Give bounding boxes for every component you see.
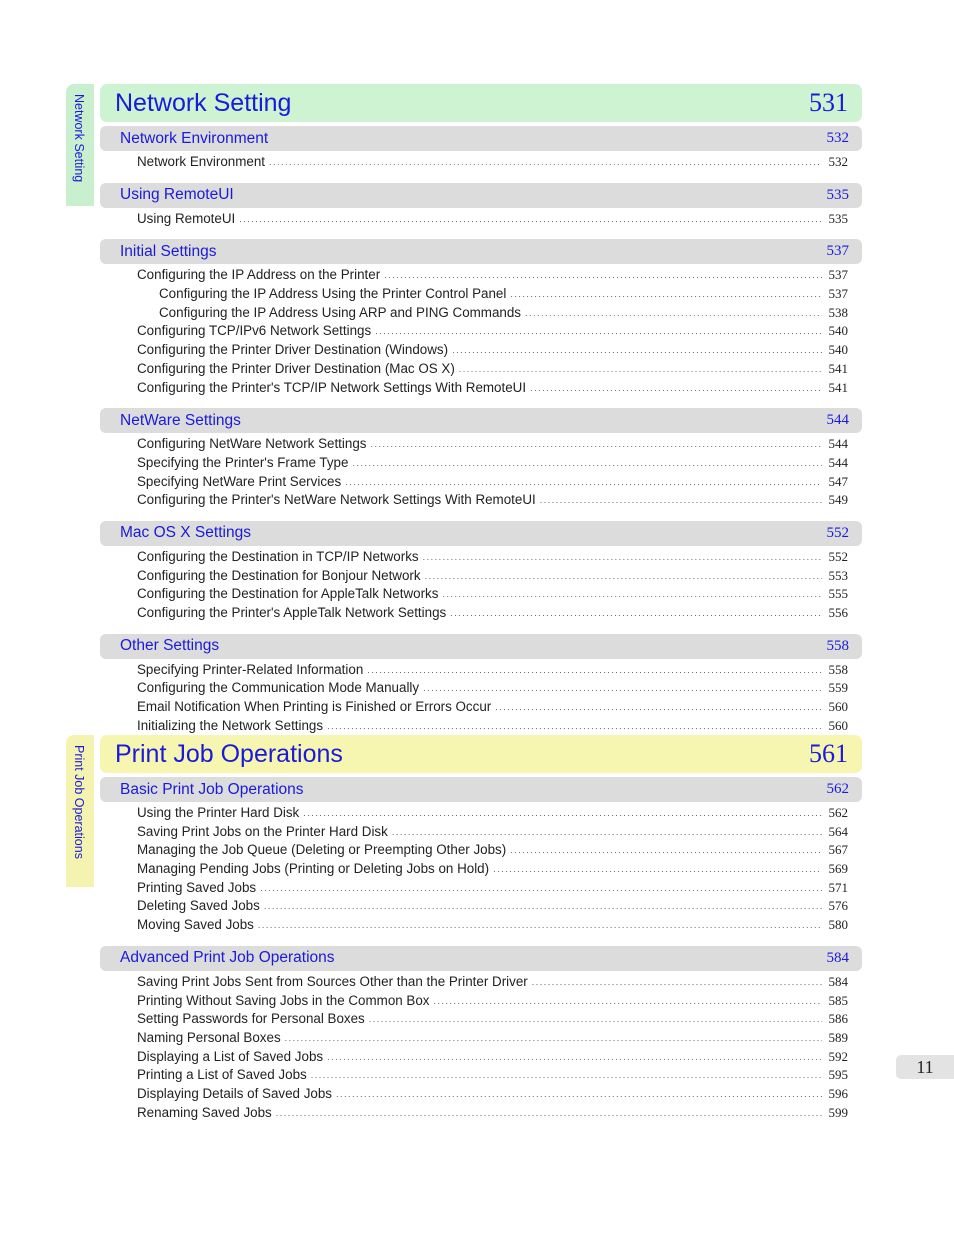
section-page-number: 558 — [826, 637, 849, 654]
entry-page-number: 541 — [828, 360, 848, 376]
toc-entry[interactable] — [100, 474, 862, 493]
toc-entry[interactable] — [100, 286, 862, 305]
section-page-number: 552 — [826, 524, 849, 541]
section-title: Other Settings — [120, 637, 220, 655]
toc-entry[interactable] — [100, 1030, 862, 1049]
entry-page-number: 541 — [828, 379, 848, 395]
section-heading[interactable] — [100, 634, 862, 659]
entry-title: Using the Printer Hard Disk — [137, 805, 300, 820]
dot-leader — [384, 270, 822, 280]
dot-leader — [303, 808, 822, 818]
toc-entry[interactable] — [100, 1011, 862, 1030]
chapter-heading[interactable] — [100, 735, 862, 773]
toc-section — [100, 408, 862, 511]
entry-title: Configuring NetWare Network Settings — [137, 436, 367, 452]
entry-title: Configuring the IP Address Using the Printer Control Panel — [159, 286, 507, 302]
entry-title: Configuring the Printer's TCP/IP Network Settings With RemoteUI — [137, 379, 527, 395]
page-number: 11 — [896, 1055, 954, 1079]
entry-title: Printing Saved Jobs — [137, 879, 257, 895]
section-page-number: 535 — [826, 186, 849, 203]
toc-entry[interactable] — [100, 842, 862, 861]
entry-page-number: 599 — [828, 1104, 848, 1120]
toc-entry[interactable] — [100, 718, 862, 737]
dot-leader — [425, 571, 822, 581]
section-title: NetWare Settings — [120, 411, 241, 429]
toc-section — [100, 183, 862, 230]
entry-page-number: 549 — [828, 492, 848, 508]
dot-leader — [258, 920, 822, 930]
side-tab-network-setting[interactable] — [66, 84, 94, 206]
dot-leader — [525, 308, 822, 318]
chapter-title: Network Setting — [115, 88, 292, 117]
entry-title: Using RemoteUI — [137, 210, 236, 226]
dot-leader — [530, 383, 822, 393]
toc-entry[interactable] — [100, 568, 862, 587]
entry-page-number: 547 — [828, 473, 848, 489]
section-title: Network Environment — [120, 129, 269, 147]
dot-leader — [336, 1089, 822, 1099]
toc-entry[interactable] — [100, 1067, 862, 1086]
toc-entry[interactable] — [100, 154, 862, 173]
side-tab-label: Network Setting — [72, 94, 86, 183]
entry-page-number: 580 — [828, 917, 848, 933]
toc-entry[interactable] — [100, 993, 862, 1012]
dot-leader — [345, 477, 822, 487]
dot-leader — [369, 1014, 822, 1024]
dot-leader — [434, 996, 822, 1006]
chapter-title: Print Job Operations — [115, 739, 343, 768]
entry-title: Displaying Details of Saved Jobs — [137, 1085, 333, 1101]
entry-page-number: 558 — [828, 661, 848, 677]
entry-page-number: 589 — [828, 1029, 848, 1045]
entry-title: Specifying the Printer's Frame Type — [137, 454, 349, 470]
toc-entry[interactable] — [100, 1049, 862, 1068]
entry-page-number: 553 — [828, 567, 848, 583]
dot-leader — [327, 1052, 822, 1062]
entry-page-number: 537 — [828, 267, 848, 283]
dot-leader — [285, 1033, 822, 1043]
dot-leader — [452, 345, 822, 355]
toc-entry[interactable] — [100, 492, 862, 511]
toc-entry[interactable] — [100, 436, 862, 455]
chapter-print-job-operations — [100, 735, 862, 1133]
dot-leader — [276, 1108, 822, 1118]
chapter-heading[interactable] — [100, 84, 862, 122]
dot-leader — [493, 864, 822, 874]
entry-page-number: 555 — [828, 586, 848, 602]
section-title: Mac OS X Settings — [120, 524, 251, 542]
toc-entry[interactable] — [100, 305, 862, 324]
entry-title: Specifying NetWare Print Services — [137, 473, 342, 489]
section-heading[interactable] — [100, 521, 862, 546]
entry-page-number: 552 — [828, 548, 848, 564]
entry-title: Configuring TCP/IPv6 Network Settings — [137, 323, 372, 339]
toc-section — [100, 777, 862, 936]
section-heading[interactable] — [100, 946, 862, 971]
entry-page-number: 584 — [828, 973, 848, 989]
toc-entry[interactable] — [100, 605, 862, 624]
chapter-page-number: 561 — [809, 739, 848, 768]
dot-leader — [450, 608, 822, 618]
section-page-number: 537 — [826, 243, 849, 260]
dot-leader — [442, 589, 822, 599]
entry-page-number: 544 — [828, 454, 848, 470]
dot-leader — [260, 883, 822, 893]
section-heading[interactable] — [100, 126, 862, 151]
toc-entry[interactable] — [100, 662, 862, 681]
dot-leader — [532, 977, 822, 987]
entry-page-number: 540 — [828, 323, 848, 339]
entry-page-number: 556 — [828, 605, 848, 620]
entry-title: Managing Pending Jobs (Printing or Deleting Jobs on Hold) — [137, 861, 490, 877]
entry-page-number: 537 — [828, 286, 848, 302]
section-page-number: 562 — [826, 781, 849, 797]
dot-leader — [269, 157, 822, 167]
entry-page-number: 560 — [828, 717, 848, 733]
toc-entry[interactable] — [100, 824, 862, 843]
toc-section — [100, 239, 862, 398]
section-heading[interactable] — [100, 239, 862, 264]
side-tab-print-job-operations[interactable] — [66, 735, 94, 887]
toc-entry[interactable] — [100, 880, 862, 899]
dot-leader — [370, 439, 822, 449]
entry-title: Printing a List of Saved Jobs — [137, 1067, 307, 1083]
entry-page-number: 535 — [828, 210, 848, 226]
entry-title: Naming Personal Boxes — [137, 1029, 281, 1045]
toc-entry[interactable] — [100, 211, 862, 230]
chapter-network-setting — [100, 84, 862, 746]
toc-entry[interactable] — [100, 323, 862, 342]
dot-leader — [510, 845, 822, 855]
entry-page-number: 595 — [828, 1067, 848, 1083]
entry-title: Configuring the Communication Mode Manually — [137, 680, 420, 696]
dot-leader — [459, 364, 822, 374]
toc-section — [100, 634, 862, 737]
toc-entry[interactable] — [100, 1105, 862, 1124]
toc-section — [100, 946, 862, 1124]
dot-leader — [423, 552, 822, 562]
section-page-number: 532 — [826, 130, 849, 146]
section-page-number: 544 — [826, 412, 849, 429]
toc-entry[interactable] — [100, 699, 862, 718]
dot-leader — [311, 1070, 822, 1080]
entry-title: Configuring the Printer Driver Destination (Mac OS X) — [137, 360, 455, 376]
entry-page-number: 540 — [828, 342, 848, 358]
dot-leader — [510, 289, 822, 299]
entry-title: Configuring the Printer's AppleTalk Network Settings — [137, 605, 447, 620]
entry-title: Specifying Printer-Related Information — [137, 661, 364, 677]
section-title: Basic Print Job Operations — [120, 780, 304, 798]
toc-entry[interactable] — [100, 267, 862, 286]
entry-title: Printing Without Saving Jobs in the Common Box — [137, 992, 430, 1008]
dot-leader — [327, 721, 822, 731]
side-tab-label: Print Job Operations — [72, 745, 86, 859]
entry-title: Configuring the Printer's NetWare Network Settings With RemoteUI — [137, 492, 536, 508]
toc-entry[interactable] — [100, 361, 862, 380]
dot-leader — [352, 458, 822, 468]
dot-leader — [540, 495, 822, 505]
chapter-page-number: 531 — [809, 88, 848, 117]
entry-page-number: 571 — [828, 879, 848, 895]
entry-title: Configuring the IP Address on the Printer — [137, 267, 381, 283]
toc-entry[interactable] — [100, 898, 862, 917]
section-heading[interactable] — [100, 408, 862, 433]
section-title: Initial Settings — [120, 242, 217, 260]
entry-title: Network Environment — [137, 154, 266, 169]
entry-title: Saving Print Jobs on the Printer Hard Disk — [137, 823, 388, 839]
entry-page-number: 586 — [828, 1011, 848, 1027]
dot-leader — [392, 827, 822, 837]
section-page-number: 584 — [826, 949, 849, 966]
toc-entry[interactable] — [100, 342, 862, 361]
entry-title: Configuring the Destination for Bonjour Network — [137, 567, 421, 583]
entry-page-number: 560 — [828, 699, 848, 715]
entry-page-number: 585 — [828, 992, 848, 1008]
dot-leader — [264, 901, 822, 911]
entry-page-number: 592 — [828, 1048, 848, 1064]
entry-page-number: 569 — [828, 861, 848, 877]
entry-title: Managing the Job Queue (Deleting or Preempting Other Jobs) — [137, 842, 507, 858]
dot-leader — [423, 683, 822, 693]
toc-entry[interactable] — [100, 380, 862, 399]
toc-entry[interactable] — [100, 586, 862, 605]
toc-section — [100, 521, 862, 624]
dot-leader — [239, 214, 822, 224]
entry-title: Displaying a List of Saved Jobs — [137, 1048, 324, 1064]
section-heading[interactable] — [100, 777, 862, 802]
entry-title: Configuring the Destination for AppleTalk Networks — [137, 586, 439, 602]
toc-section — [100, 126, 862, 173]
toc-entry[interactable] — [100, 861, 862, 880]
entry-page-number: 559 — [828, 680, 848, 696]
section-title: Advanced Print Job Operations — [120, 949, 335, 967]
toc-entry[interactable] — [100, 805, 862, 824]
entry-title: Configuring the Destination in TCP/IP Networks — [137, 548, 419, 564]
entry-page-number: 562 — [828, 805, 848, 820]
entry-page-number: 576 — [828, 898, 848, 914]
entry-page-number: 564 — [828, 823, 848, 839]
entry-page-number: 596 — [828, 1085, 848, 1101]
section-title: Using RemoteUI — [120, 186, 234, 204]
entry-page-number: 544 — [828, 436, 848, 452]
entry-page-number: 538 — [828, 304, 848, 320]
entry-title: Setting Passwords for Personal Boxes — [137, 1011, 365, 1027]
entry-title: Saving Print Jobs Sent from Sources Other than the Printer Driver — [137, 973, 528, 989]
dot-leader — [367, 665, 822, 675]
toc-entry[interactable] — [100, 455, 862, 474]
toc-entry[interactable] — [100, 549, 862, 568]
toc-entry[interactable] — [100, 680, 862, 699]
toc-entry[interactable] — [100, 917, 862, 936]
entry-title: Email Notification When Printing is Finished or Errors Occur — [137, 699, 492, 715]
entry-page-number: 567 — [828, 842, 848, 858]
toc-entry[interactable] — [100, 1086, 862, 1105]
entry-title: Configuring the IP Address Using ARP and PING Commands — [159, 304, 521, 320]
entry-title: Renaming Saved Jobs — [137, 1104, 272, 1120]
dot-leader — [495, 702, 822, 712]
section-heading[interactable] — [100, 183, 862, 208]
entry-title: Moving Saved Jobs — [137, 917, 254, 933]
entry-title: Deleting Saved Jobs — [137, 898, 260, 914]
entry-title: Initializing the Network Settings — [137, 717, 324, 733]
dot-leader — [375, 326, 822, 336]
entry-page-number: 532 — [828, 154, 848, 169]
toc-entry[interactable] — [100, 974, 862, 993]
entry-title: Configuring the Printer Driver Destination (Windows) — [137, 342, 449, 358]
